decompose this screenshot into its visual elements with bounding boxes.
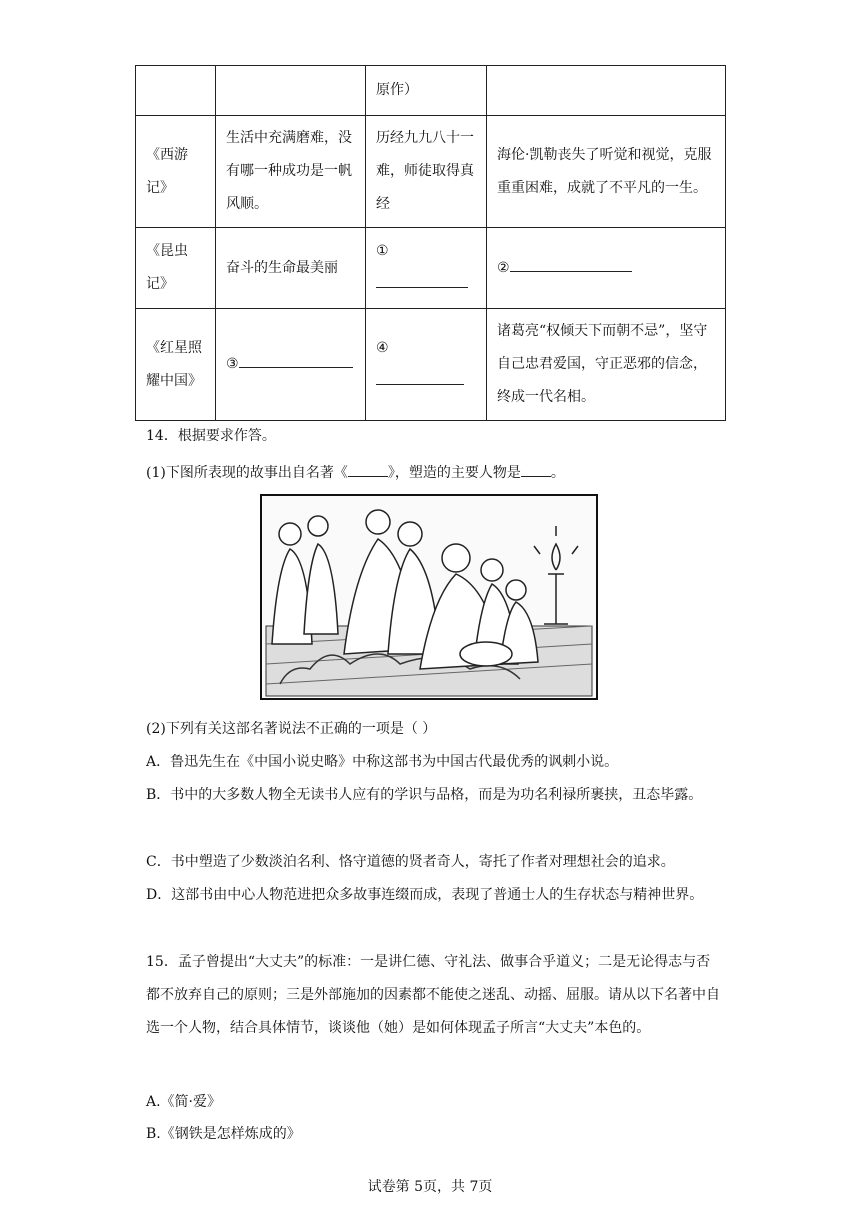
- theme-cell: 生活中充满磨难，没有哪一种成功是一帆风顺。: [216, 116, 366, 228]
- blank-cell-2: [487, 228, 726, 309]
- book-title-cell: 《昆虫记》: [136, 228, 216, 309]
- answer-blank[interactable]: [510, 253, 632, 272]
- blank-marker: ④: [376, 339, 389, 356]
- table-cell: [487, 66, 726, 116]
- blank-marker: ②: [497, 259, 510, 276]
- evidence-cell: 历经九九八十一难，师徒取得真经: [366, 116, 487, 228]
- answer-blank[interactable]: [521, 460, 551, 477]
- option-steel: B.《钢铁是怎样炼成的》: [146, 1126, 301, 1142]
- question-15: 15．孟子曾提出“大丈夫”的标准：一是讲仁德、守礼法、做事合乎道义；二是无论得志与否都不放弃自己的原则；三是外部施加的因素都不能使之迷乱、动摇、屈服。请从以下名著中自选一个人物，结合具体情节，谈谈他（她）是如何体现孟子所言“大丈夫”本色的。: [146, 954, 720, 1036]
- blank-cell-1: [366, 228, 487, 309]
- table-row: [136, 228, 726, 309]
- option-c: C．书中塑造了少数淡泊名利、恪守道德的贤者奇人，寄托了作者对理想社会的追求。: [146, 854, 675, 870]
- answer-blank[interactable]: [376, 269, 468, 288]
- table-cell: [216, 66, 366, 116]
- question-14-title: 14．根据要求作答。: [146, 428, 276, 444]
- blank-marker: ③: [226, 356, 239, 372]
- book-title-cell: 《红星照耀中国》: [136, 309, 216, 421]
- page-footer: 试卷第 5页，共 7页: [367, 1179, 493, 1195]
- blank-marker: ①: [376, 243, 389, 259]
- option-b: B．书中的大多数人物全无读书人应有的学识与品格，而是为功名利禄所裹挟，丑态毕露。: [146, 787, 703, 803]
- answer-blank[interactable]: [348, 460, 388, 477]
- question-14-part-1: (1)下图所表现的故事出自名著《 》，塑造的主要人物是 。: [146, 460, 736, 483]
- book-title-cell: 《西游记》: [136, 116, 216, 228]
- table-row: [136, 309, 726, 421]
- table-row: [136, 116, 726, 228]
- option-jane-eyre: A.《简·爱》: [146, 1094, 222, 1110]
- blank-cell-3: [216, 309, 366, 421]
- blank-cell-4: [366, 309, 487, 421]
- option-a: A．鲁迅先生在《中国小说史略》中称这部书为中国古代最优秀的讽刺小说。: [146, 754, 619, 770]
- example-cell: 诸葛亮“权倾天下而朝不忌”，坚守自己忠君爱国，守正恶邪的信念，终成一代名相。: [487, 309, 726, 421]
- literary-works-table: [135, 65, 726, 421]
- story-illustration: [260, 494, 598, 700]
- table-row: [136, 66, 726, 116]
- example-cell: 海伦·凯勒丧失了听觉和视觉，克服重重困难，成就了不平凡的一生。: [487, 116, 726, 228]
- table-cell: 原作）: [366, 66, 487, 116]
- question-14-part-2: (2)下列有关这部名著说法不正确的一项是（ ）: [146, 721, 437, 737]
- answer-blank[interactable]: [239, 349, 353, 368]
- table-cell: [136, 66, 216, 116]
- option-d: D．这部书由中心人物范进把众多故事连缀而成，表现了普通士人的生存状态与精神世界。: [146, 887, 704, 903]
- theme-cell: 奋斗的生命最美丽: [216, 228, 366, 309]
- answer-blank[interactable]: [376, 366, 464, 385]
